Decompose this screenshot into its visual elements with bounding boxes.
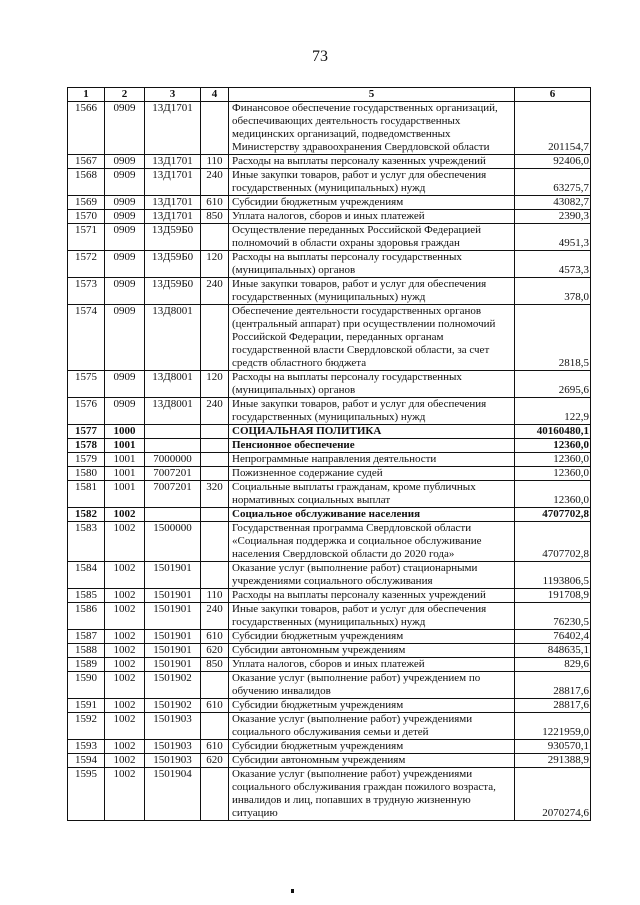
description-cell: Оказание услуг (выполнение работ) стационарными учреждениями социального обслуживания [229, 562, 515, 589]
section-code-cell: 1002 [105, 699, 145, 713]
target-code-cell: 1501901 [145, 644, 201, 658]
section-code-cell: 0909 [105, 224, 145, 251]
section-code-cell: 1002 [105, 768, 145, 821]
column-header: 6 [515, 88, 591, 102]
section-code-cell: 1001 [105, 453, 145, 467]
target-code-cell: 1501903 [145, 754, 201, 768]
row-number-cell: 1585 [68, 589, 105, 603]
row-number-cell: 1590 [68, 672, 105, 699]
description-cell: Непрограммные направления деятельности [229, 453, 515, 467]
description-cell: СОЦИАЛЬНАЯ ПОЛИТИКА [229, 425, 515, 439]
table-row [68, 224, 591, 251]
table-row [68, 508, 591, 522]
expense-kind-cell: 110 [201, 155, 229, 169]
amount-cell: 28817,6 [515, 699, 591, 713]
description-cell: Субсидии автономным учреждениям [229, 754, 515, 768]
row-number-cell: 1584 [68, 562, 105, 589]
section-code-cell: 1001 [105, 467, 145, 481]
target-code-cell: 1501901 [145, 589, 201, 603]
section-code-cell: 1002 [105, 562, 145, 589]
target-code-cell: 13Д1701 [145, 196, 201, 210]
table-row [68, 768, 591, 821]
target-code-cell: 13Д8001 [145, 371, 201, 398]
target-code-cell: 1501901 [145, 658, 201, 672]
description-cell: Социальные выплаты гражданам, кроме публичных нормативных социальных выплат [229, 481, 515, 508]
budget-table [67, 87, 591, 821]
table-row [68, 371, 591, 398]
expense-kind-cell: 610 [201, 740, 229, 754]
amount-cell: 4707702,8 [515, 508, 591, 522]
amount-cell: 12360,0 [515, 439, 591, 453]
row-number-cell: 1592 [68, 713, 105, 740]
description-cell: Государственная программа Свердловской области «Социальная поддержка и социальное обслуживание населения Свердловской области до 2020 года» [229, 522, 515, 562]
expense-kind-cell: 850 [201, 658, 229, 672]
expense-kind-cell: 620 [201, 754, 229, 768]
section-code-cell: 1001 [105, 481, 145, 508]
target-code-cell: 13Д1701 [145, 210, 201, 224]
row-number-cell: 1586 [68, 603, 105, 630]
description-cell: Пожизненное содержание судей [229, 467, 515, 481]
row-number-cell: 1572 [68, 251, 105, 278]
amount-cell: 92406,0 [515, 155, 591, 169]
expense-kind-cell: 240 [201, 398, 229, 425]
table-row [68, 589, 591, 603]
amount-cell: 1221959,0 [515, 713, 591, 740]
table-row [68, 562, 591, 589]
amount-cell: 122,9 [515, 398, 591, 425]
description-cell: Иные закупки товаров, работ и услуг для обеспечения государственных (муниципальных) нужд [229, 603, 515, 630]
target-code-cell: 1501901 [145, 603, 201, 630]
row-number-cell: 1566 [68, 102, 105, 155]
amount-cell: 40160480,1 [515, 425, 591, 439]
table-row [68, 102, 591, 155]
section-code-cell: 1002 [105, 644, 145, 658]
table-row [68, 644, 591, 658]
section-code-cell: 0909 [105, 169, 145, 196]
target-code-cell: 13Д1701 [145, 155, 201, 169]
target-code-cell: 7007201 [145, 467, 201, 481]
expense-kind-cell: 610 [201, 630, 229, 644]
table-row [68, 603, 591, 630]
description-cell: Обеспечение деятельности государственных органов (центральный аппарат) при осуществлении полномочий Российской Федерации, переданных органам государственной власти Свердловской области, за счет средств областного бюджета [229, 305, 515, 371]
section-code-cell: 1002 [105, 740, 145, 754]
description-cell: Расходы на выплаты персоналу государственных (муниципальных) органов [229, 371, 515, 398]
expense-kind-cell: 320 [201, 481, 229, 508]
row-number-cell: 1589 [68, 658, 105, 672]
amount-cell: 76402,4 [515, 630, 591, 644]
expense-kind-cell [201, 672, 229, 699]
description-cell: Расходы на выплаты персоналу государственных (муниципальных) органов [229, 251, 515, 278]
row-number-cell: 1588 [68, 644, 105, 658]
expense-kind-cell: 240 [201, 603, 229, 630]
amount-cell: 930570,1 [515, 740, 591, 754]
expense-kind-cell: 620 [201, 644, 229, 658]
row-number-cell: 1581 [68, 481, 105, 508]
target-code-cell: 1501903 [145, 740, 201, 754]
description-cell: Пенсионное обеспечение [229, 439, 515, 453]
section-code-cell: 1002 [105, 754, 145, 768]
description-cell: Уплата налогов, сборов и иных платежей [229, 210, 515, 224]
row-number-cell: 1569 [68, 196, 105, 210]
expense-kind-cell: 110 [201, 589, 229, 603]
expense-kind-cell: 610 [201, 196, 229, 210]
section-code-cell: 1002 [105, 713, 145, 740]
target-code-cell: 1501902 [145, 672, 201, 699]
target-code-cell: 1501904 [145, 768, 201, 821]
column-header: 2 [105, 88, 145, 102]
row-number-cell: 1583 [68, 522, 105, 562]
column-header: 3 [145, 88, 201, 102]
table-row [68, 278, 591, 305]
description-cell: Оказание услуг (выполнение работ) учреждениями социального обслуживания граждан пожилого возраста, инвалидов и лиц, попавших в трудную жизненную ситуацию [229, 768, 515, 821]
description-cell: Осуществление переданных Российской Федерацией полномочий в области охраны здоровья граждан [229, 224, 515, 251]
row-number-cell: 1571 [68, 224, 105, 251]
expense-kind-cell: 120 [201, 371, 229, 398]
amount-cell: 291388,9 [515, 754, 591, 768]
table-row [68, 658, 591, 672]
description-cell: Субсидии бюджетным учреждениям [229, 740, 515, 754]
amount-cell: 2070274,6 [515, 768, 591, 821]
expense-kind-cell [201, 562, 229, 589]
table-row [68, 672, 591, 699]
row-number-cell: 1575 [68, 371, 105, 398]
row-number-cell: 1587 [68, 630, 105, 644]
target-code-cell: 1501901 [145, 562, 201, 589]
section-code-cell: 0909 [105, 251, 145, 278]
expense-kind-cell [201, 453, 229, 467]
table-row [68, 481, 591, 508]
expense-kind-cell: 850 [201, 210, 229, 224]
expense-kind-cell: 240 [201, 278, 229, 305]
target-code-cell: 13Д1701 [145, 102, 201, 155]
row-number-cell: 1568 [68, 169, 105, 196]
table-row [68, 425, 591, 439]
row-number-cell: 1567 [68, 155, 105, 169]
table-row [68, 754, 591, 768]
table-body [68, 102, 591, 821]
section-code-cell: 0909 [105, 305, 145, 371]
section-code-cell: 0909 [105, 210, 145, 224]
section-code-cell: 1002 [105, 603, 145, 630]
target-code-cell: 7007201 [145, 481, 201, 508]
section-code-cell: 0909 [105, 102, 145, 155]
column-header: 4 [201, 88, 229, 102]
amount-cell: 2695,6 [515, 371, 591, 398]
table-row [68, 713, 591, 740]
expense-kind-cell: 120 [201, 251, 229, 278]
section-code-cell: 0909 [105, 398, 145, 425]
table-row [68, 439, 591, 453]
row-number-cell: 1576 [68, 398, 105, 425]
amount-cell: 2818,5 [515, 305, 591, 371]
description-cell: Субсидии бюджетным учреждениям [229, 699, 515, 713]
expense-kind-cell [201, 467, 229, 481]
row-number-cell: 1578 [68, 439, 105, 453]
expense-kind-cell [201, 439, 229, 453]
section-code-cell: 0909 [105, 155, 145, 169]
section-code-cell: 1002 [105, 630, 145, 644]
amount-cell: 76230,5 [515, 603, 591, 630]
expense-kind-cell: 240 [201, 169, 229, 196]
expense-kind-cell [201, 713, 229, 740]
target-code-cell [145, 439, 201, 453]
description-cell: Субсидии бюджетным учреждениям [229, 196, 515, 210]
target-code-cell: 13Д8001 [145, 398, 201, 425]
description-cell: Субсидии бюджетным учреждениям [229, 630, 515, 644]
row-number-cell: 1570 [68, 210, 105, 224]
target-code-cell: 13Д59Б0 [145, 251, 201, 278]
section-code-cell: 1002 [105, 658, 145, 672]
row-number-cell: 1591 [68, 699, 105, 713]
amount-cell: 829,6 [515, 658, 591, 672]
table-row [68, 630, 591, 644]
amount-cell: 378,0 [515, 278, 591, 305]
table-row [68, 210, 591, 224]
section-code-cell: 0909 [105, 278, 145, 305]
description-cell: Расходы на выплаты персоналу казенных учреждений [229, 155, 515, 169]
table-row [68, 522, 591, 562]
amount-cell: 1193806,5 [515, 562, 591, 589]
row-number-cell: 1593 [68, 740, 105, 754]
amount-cell: 4707702,8 [515, 522, 591, 562]
row-number-cell: 1595 [68, 768, 105, 821]
table-row [68, 251, 591, 278]
description-cell: Уплата налогов, сборов и иных платежей [229, 658, 515, 672]
table-row [68, 196, 591, 210]
section-code-cell: 1002 [105, 522, 145, 562]
table-row [68, 453, 591, 467]
column-header: 5 [229, 88, 515, 102]
row-number-cell: 1582 [68, 508, 105, 522]
description-cell: Субсидии автономным учреждениям [229, 644, 515, 658]
description-cell: Финансовое обеспечение государственных организаций, обеспечивающих деятельность государственных медицинских организаций, подведомственных Министерству здравоохранения Свердловской области [229, 102, 515, 155]
row-number-cell: 1573 [68, 278, 105, 305]
row-number-cell: 1574 [68, 305, 105, 371]
target-code-cell: 1501903 [145, 713, 201, 740]
target-code-cell: 7000000 [145, 453, 201, 467]
table-row [68, 169, 591, 196]
table-row [68, 155, 591, 169]
description-cell: Иные закупки товаров, работ и услуг для обеспечения государственных (муниципальных) нужд [229, 278, 515, 305]
row-number-cell: 1580 [68, 467, 105, 481]
section-code-cell: 1002 [105, 672, 145, 699]
expense-kind-cell [201, 425, 229, 439]
amount-cell: 4573,3 [515, 251, 591, 278]
section-code-cell: 1000 [105, 425, 145, 439]
description-cell: Оказание услуг (выполнение работ) учреждениями социального обслуживания семьи и детей [229, 713, 515, 740]
amount-cell: 2390,3 [515, 210, 591, 224]
row-number-cell: 1579 [68, 453, 105, 467]
section-code-cell: 0909 [105, 371, 145, 398]
table-row [68, 740, 591, 754]
amount-cell: 43082,7 [515, 196, 591, 210]
description-cell: Социальное обслуживание населения [229, 508, 515, 522]
section-code-cell: 1002 [105, 508, 145, 522]
target-code-cell: 1501901 [145, 630, 201, 644]
description-cell: Расходы на выплаты персоналу казенных учреждений [229, 589, 515, 603]
expense-kind-cell [201, 768, 229, 821]
target-code-cell: 13Д59Б0 [145, 224, 201, 251]
expense-kind-cell: 610 [201, 699, 229, 713]
description-cell: Иные закупки товаров, работ и услуг для обеспечения государственных (муниципальных) нужд [229, 398, 515, 425]
expense-kind-cell [201, 522, 229, 562]
target-code-cell: 13Д59Б0 [145, 278, 201, 305]
footer-mark [291, 889, 294, 893]
expense-kind-cell [201, 102, 229, 155]
target-code-cell [145, 425, 201, 439]
amount-cell: 12360,0 [515, 481, 591, 508]
target-code-cell: 1500000 [145, 522, 201, 562]
table-header-row [68, 88, 591, 102]
target-code-cell: 13Д8001 [145, 305, 201, 371]
table-row [68, 398, 591, 425]
amount-cell: 12360,0 [515, 453, 591, 467]
row-number-cell: 1594 [68, 754, 105, 768]
amount-cell: 191708,9 [515, 589, 591, 603]
table-row [68, 467, 591, 481]
target-code-cell: 13Д1701 [145, 169, 201, 196]
amount-cell: 4951,3 [515, 224, 591, 251]
amount-cell: 12360,0 [515, 467, 591, 481]
amount-cell: 63275,7 [515, 169, 591, 196]
amount-cell: 848635,1 [515, 644, 591, 658]
description-cell: Иные закупки товаров, работ и услуг для обеспечения государственных (муниципальных) нужд [229, 169, 515, 196]
row-number-cell: 1577 [68, 425, 105, 439]
expense-kind-cell [201, 224, 229, 251]
amount-cell: 28817,6 [515, 672, 591, 699]
column-header: 1 [68, 88, 105, 102]
expense-kind-cell [201, 508, 229, 522]
section-code-cell: 1002 [105, 589, 145, 603]
expense-kind-cell [201, 305, 229, 371]
table-row [68, 305, 591, 371]
section-code-cell: 0909 [105, 196, 145, 210]
target-code-cell: 1501902 [145, 699, 201, 713]
page-number: 73 [312, 48, 328, 65]
table-row [68, 699, 591, 713]
target-code-cell [145, 508, 201, 522]
description-cell: Оказание услуг (выполнение работ) учреждением по обучению инвалидов [229, 672, 515, 699]
amount-cell: 201154,7 [515, 102, 591, 155]
section-code-cell: 1001 [105, 439, 145, 453]
